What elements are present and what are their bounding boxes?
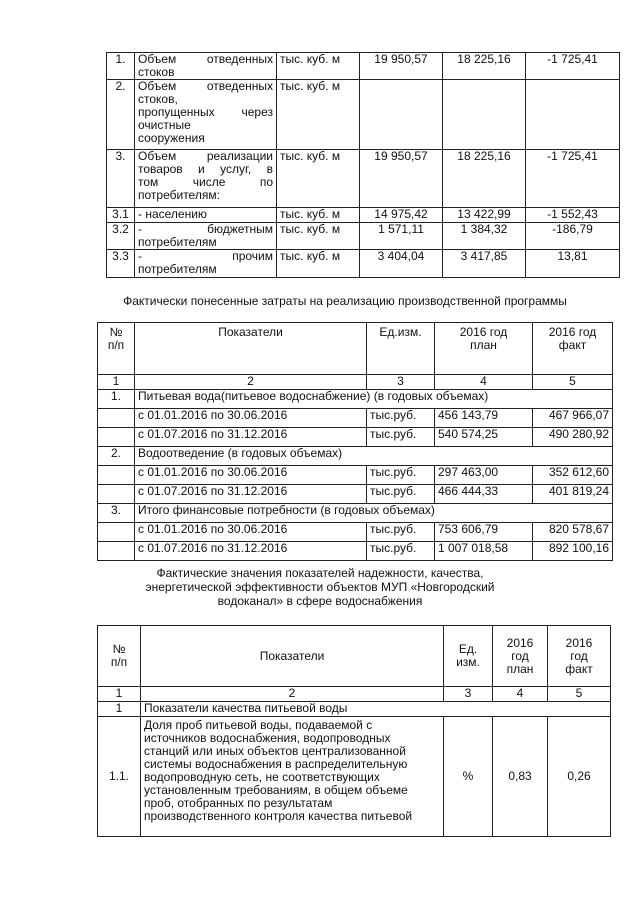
index-cell: 4 xyxy=(435,375,533,390)
costs-table xyxy=(97,322,613,561)
row-name xyxy=(135,53,277,80)
row-diff: -186,79 xyxy=(526,223,620,250)
index-cell: 3 xyxy=(367,375,435,390)
quality-section-row xyxy=(98,702,611,717)
quality-indicators-table xyxy=(97,625,611,837)
period-plan: 466 444,33 xyxy=(435,485,533,504)
period-blank xyxy=(98,466,135,485)
row-num: 1.1. xyxy=(98,717,141,837)
row-description-line: Доля проб питьевой воды, подаваемой с xyxy=(144,718,373,732)
index-cell: 2 xyxy=(141,687,444,702)
row-name-line: Объем отведенных xyxy=(138,52,273,66)
row-description xyxy=(141,717,444,837)
period-label: с 01.01.2016 по 30.06.2016 xyxy=(135,409,367,428)
row-fact xyxy=(443,80,526,150)
row-name-line: потребителям xyxy=(138,262,217,276)
row-name-line: стоков, xyxy=(138,92,178,106)
quality-header-row xyxy=(98,626,611,687)
costs-section-row xyxy=(98,390,613,409)
section-title: Питьевая вода(питьевое водоснабжение) (в годовых объемах) xyxy=(135,390,613,409)
water-disposal-row xyxy=(107,208,620,223)
header-fact: 2016 год факт xyxy=(533,323,613,375)
row-name-line: стоков xyxy=(138,65,175,79)
row-fact: 3 417,85 xyxy=(443,250,526,278)
caption-line: водоканал» в сфере водоснабжения xyxy=(217,594,423,608)
row-plan: 19 950,57 xyxy=(360,53,443,80)
row-unit: тыс. куб. м xyxy=(277,208,360,223)
header-num: № п/п xyxy=(98,626,141,687)
row-fact: 13 422,99 xyxy=(443,208,526,223)
header-plan: 2016 год план xyxy=(493,626,548,687)
indicators-caption xyxy=(110,566,530,608)
index-cell: 3 xyxy=(444,687,493,702)
period-plan: 540 574,25 xyxy=(435,428,533,447)
row-name xyxy=(135,150,277,208)
quality-table-body xyxy=(98,626,611,837)
costs-period-row xyxy=(98,485,613,504)
costs-header-row xyxy=(98,323,613,375)
row-num: 1. xyxy=(107,53,135,80)
row-plan xyxy=(360,80,443,150)
period-blank xyxy=(98,485,135,504)
costs-sections xyxy=(98,390,613,561)
header-num: № п/п xyxy=(98,323,135,375)
index-cell: 1 xyxy=(98,687,141,702)
period-fact: 892 100,16 xyxy=(533,542,613,561)
quality-indicator-row xyxy=(98,717,611,837)
index-cell: 5 xyxy=(533,375,613,390)
row-description-line: проб, отобранных по результатам xyxy=(144,796,333,810)
row-name-line: том числе по xyxy=(138,175,273,189)
water-disposal-table xyxy=(106,52,620,278)
row-fact: 1 384,32 xyxy=(443,223,526,250)
row-plan: 14 975,42 xyxy=(360,208,443,223)
row-name xyxy=(135,80,277,150)
index-cell: 2 xyxy=(135,375,367,390)
row-diff: 13,81 xyxy=(526,250,620,278)
period-unit: тыс.руб. xyxy=(367,428,435,447)
row-unit: тыс. куб. м xyxy=(277,223,360,250)
header-name: Показатели xyxy=(141,626,444,687)
section-title: Водоотведение (в годовых объемах) xyxy=(135,447,613,466)
period-fact: 467 966,07 xyxy=(533,409,613,428)
header-unit: Ед. изм. xyxy=(444,626,493,687)
row-diff: -1 725,41 xyxy=(526,53,620,80)
period-unit: тыс.руб. xyxy=(367,409,435,428)
costs-period-row xyxy=(98,466,613,485)
row-diff: -1 725,41 xyxy=(526,150,620,208)
row-name-line: - прочим xyxy=(138,249,273,263)
header-name: Показатели xyxy=(135,323,367,375)
row-plan: 3 404,04 xyxy=(360,250,443,278)
header-plan: 2016 год план xyxy=(435,323,533,375)
costs-period-row xyxy=(98,523,613,542)
water-disposal-table-body xyxy=(107,53,620,278)
row-unit: тыс. куб. м xyxy=(277,250,360,278)
period-fact: 490 280,92 xyxy=(533,428,613,447)
water-disposal-row xyxy=(107,223,620,250)
row-plan: 1 571,11 xyxy=(360,223,443,250)
row-num: 2. xyxy=(107,80,135,150)
period-blank xyxy=(98,409,135,428)
period-fact: 820 578,67 xyxy=(533,523,613,542)
row-name-line: - населению xyxy=(138,207,207,221)
index-cell: 4 xyxy=(493,687,548,702)
period-unit: тыс.руб. xyxy=(367,523,435,542)
row-description-line: источников водоснабжения, водопроводных xyxy=(144,731,391,745)
section-title: Показатели качества питьевой воды xyxy=(141,702,611,717)
index-cell: 5 xyxy=(548,687,611,702)
row-name-line: очистные xyxy=(138,118,191,132)
row-fact: 18 225,16 xyxy=(443,53,526,80)
caption-line: Фактические значения показателей надежности, качества, xyxy=(156,566,484,580)
period-fact: 352 612,60 xyxy=(533,466,613,485)
row-name xyxy=(135,223,277,250)
row-num: 3. xyxy=(107,150,135,208)
row-fact: 0,26 xyxy=(548,717,611,837)
section-num: 3. xyxy=(98,504,135,523)
row-fact: 18 225,16 xyxy=(443,150,526,208)
section-num: 1. xyxy=(98,390,135,409)
row-name xyxy=(135,250,277,278)
quality-index-row xyxy=(98,687,611,702)
period-plan: 1 007 018,58 xyxy=(435,542,533,561)
section-title: Итого финансовые потребности (в годовых объемах) xyxy=(135,504,613,523)
row-diff xyxy=(526,80,620,150)
row-unit: тыс. куб. м xyxy=(277,150,360,208)
costs-period-row xyxy=(98,542,613,561)
period-blank xyxy=(98,428,135,447)
row-name-line: сооружения xyxy=(138,131,205,145)
row-plan: 0,83 xyxy=(493,717,548,837)
period-plan: 297 463,00 xyxy=(435,466,533,485)
row-name-line: пропущенных через xyxy=(138,105,273,119)
costs-caption: Фактически понесенные затраты на реализацию производственной программы xyxy=(123,294,567,308)
costs-section-row xyxy=(98,447,613,466)
row-name xyxy=(135,208,277,223)
period-label: с 01.07.2016 по 31.12.2016 xyxy=(135,428,367,447)
row-unit: тыс. куб. м xyxy=(277,80,360,150)
water-disposal-row xyxy=(107,250,620,278)
row-description-line: производственного контроля качества питьевой xyxy=(144,809,413,823)
costs-table-body xyxy=(98,323,613,390)
period-plan: 753 606,79 xyxy=(435,523,533,542)
row-description-lines xyxy=(144,719,440,823)
row-name-line: товаров и услуг, в xyxy=(138,162,273,176)
costs-index-row xyxy=(98,375,613,390)
row-description-line: станций или иных объектов централизованной xyxy=(144,744,406,758)
period-label: с 01.01.2016 по 30.06.2016 xyxy=(135,466,367,485)
row-unit: % xyxy=(444,717,493,837)
period-blank xyxy=(98,542,135,561)
row-description-line: системы водоснабжения в распределительную xyxy=(144,757,408,771)
period-blank xyxy=(98,523,135,542)
row-unit: тыс. куб. м xyxy=(277,53,360,80)
period-fact: 401 819,24 xyxy=(533,485,613,504)
costs-period-row xyxy=(98,409,613,428)
header-fact: 2016 год факт xyxy=(548,626,611,687)
row-name-line: Объем реализации xyxy=(138,149,273,163)
row-name-line: потребителям: xyxy=(138,188,220,202)
row-name-line: Объем отведенных xyxy=(138,79,273,93)
row-diff: -1 552,43 xyxy=(526,208,620,223)
row-plan: 19 950,57 xyxy=(360,150,443,208)
index-cell: 1 xyxy=(98,375,135,390)
costs-period-row xyxy=(98,428,613,447)
period-unit: тыс.руб. xyxy=(367,485,435,504)
caption-line: энергетической эффективности объектов МУП «Новгородский xyxy=(145,580,495,594)
row-description-line: водопроводную сеть, не соответствующих xyxy=(144,770,380,784)
section-num: 1 xyxy=(98,702,141,717)
row-num: 3.2 xyxy=(107,223,135,250)
water-disposal-row xyxy=(107,53,620,80)
period-plan: 456 143,79 xyxy=(435,409,533,428)
row-num: 3.3 xyxy=(107,250,135,278)
period-label: с 01.07.2016 по 31.12.2016 xyxy=(135,485,367,504)
period-unit: тыс.руб. xyxy=(367,542,435,561)
section-num: 2. xyxy=(98,447,135,466)
row-description-line: установленным требованиям, в общем объеме xyxy=(144,783,408,797)
water-disposal-row xyxy=(107,80,620,150)
header-unit: Ед.изм. xyxy=(367,323,435,375)
water-disposal-row xyxy=(107,150,620,208)
period-label: с 01.07.2016 по 31.12.2016 xyxy=(135,542,367,561)
row-num: 3.1 xyxy=(107,208,135,223)
period-unit: тыс.руб. xyxy=(367,466,435,485)
row-name-line: - бюджетным xyxy=(138,222,273,236)
costs-section-row xyxy=(98,504,613,523)
row-name-line: потребителям xyxy=(138,235,217,249)
period-label: с 01.01.2016 по 30.06.2016 xyxy=(135,523,367,542)
